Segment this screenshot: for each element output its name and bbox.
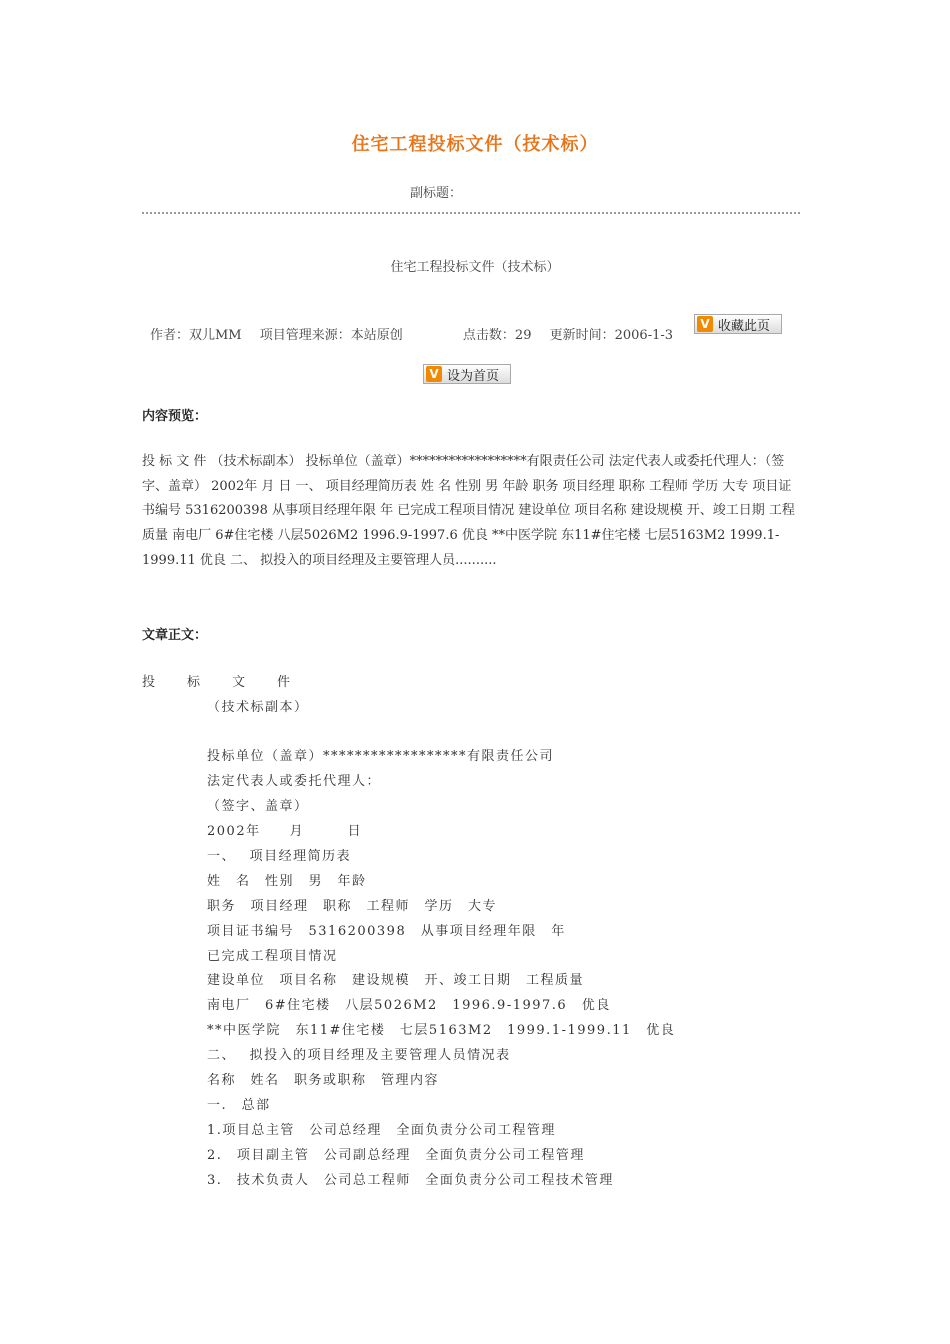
body-line: 姓 名 性别 男 年龄 — [207, 874, 367, 889]
body-line: 建设单位 项目名称 建设规模 开、竣工日期 工程质量 — [207, 973, 585, 988]
article-title: 住宅工程投标文件（技术标） — [351, 134, 599, 155]
dotted-divider — [142, 212, 800, 214]
set-home-button-label: 设为首页 — [447, 368, 500, 384]
body-line: （签字、盖章） — [207, 799, 309, 814]
subtitle-label: 副标题： — [410, 186, 463, 201]
author-text: 作者：双儿MM — [150, 328, 242, 343]
body-heading-line: 投 标 文 件 — [142, 675, 293, 690]
body-line: 投标单位（盖章）******************有限责任公司 — [207, 749, 555, 764]
source-text: 项目管理来源：本站原创 — [259, 328, 403, 343]
body-line: 一、 项目经理简历表 — [207, 849, 352, 864]
body-line: 南电厂 6#住宅楼 八层5026M2 1996.9-1997.6 优良 — [207, 998, 611, 1013]
article-meta — [150, 324, 673, 343]
body-line: （技术标副本） — [207, 700, 309, 715]
body-line: 二、 拟投入的项目经理及主要管理人员情况表 — [207, 1048, 511, 1063]
article-heading: 住宅工程投标文件（技术标） — [390, 260, 560, 275]
body-line: 法定代表人或委托代理人： — [207, 774, 382, 789]
body-line: 名称 姓名 职务或职称 管理内容 — [207, 1073, 440, 1088]
v-logo-icon: V — [697, 316, 713, 332]
bookmark-button[interactable] — [694, 314, 782, 334]
body-line: 职务 项目经理 职称 工程师 学历 大专 — [207, 899, 498, 914]
bookmark-button-label: 收藏此页 — [718, 318, 771, 334]
body-line: 3. 技术负责人 公司总工程师 全面负责分公司工程技术管理 — [207, 1173, 614, 1188]
body-line: **中医学院 东11#住宅楼 七层5163M2 1999.1-1999.11 优良 — [207, 1023, 676, 1038]
updated-text: 更新时间：2006-1-3 — [549, 328, 674, 343]
clicks-text: 点击数：29 — [462, 328, 532, 343]
set-home-button[interactable] — [423, 364, 511, 384]
body-line: 项目证书编号 5316200398 从事项目经理年限 年 — [207, 924, 566, 939]
body-line: 1.项目总主管 公司总经理 全面负责分公司工程管理 — [207, 1123, 556, 1138]
body-line: 2002年 月 日 — [207, 824, 363, 839]
body-line: 2. 项目副主管 公司副总经理 全面负责分公司工程管理 — [207, 1148, 585, 1163]
body-label: 文章正文： — [142, 628, 208, 643]
body-line: 一. 总部 — [207, 1098, 271, 1113]
preview-label: 内容预览： — [142, 409, 208, 424]
v-logo-icon: V — [426, 366, 442, 382]
body-line: 已完成工程项目情况 — [207, 949, 338, 964]
preview-text: 投 标 文 件 （技术标副本） 投标单位（盖章）******************有限责任公司 法定代表人或委托代理人：（签字、盖章） 2002年 月 日 一、 项目经理简历表 姓 名 性别 男 年龄 职务 项目经理 职称 工程师 学历 大专 项目证书编号 5316200398 从事项目经理年限 年 已完成工程项目情况 建设单位 项目名称 建设规模 开、竣工日期 工程质量 南电厂 6#住宅楼 八层5026M2 1996.9-1997.6 优良 **中医学院 东11#住宅楼 七层5163M2 1999.1-1999.11 优良 二、 拟投入的项目经理及主要管理人员.......... — [142, 454, 795, 568]
